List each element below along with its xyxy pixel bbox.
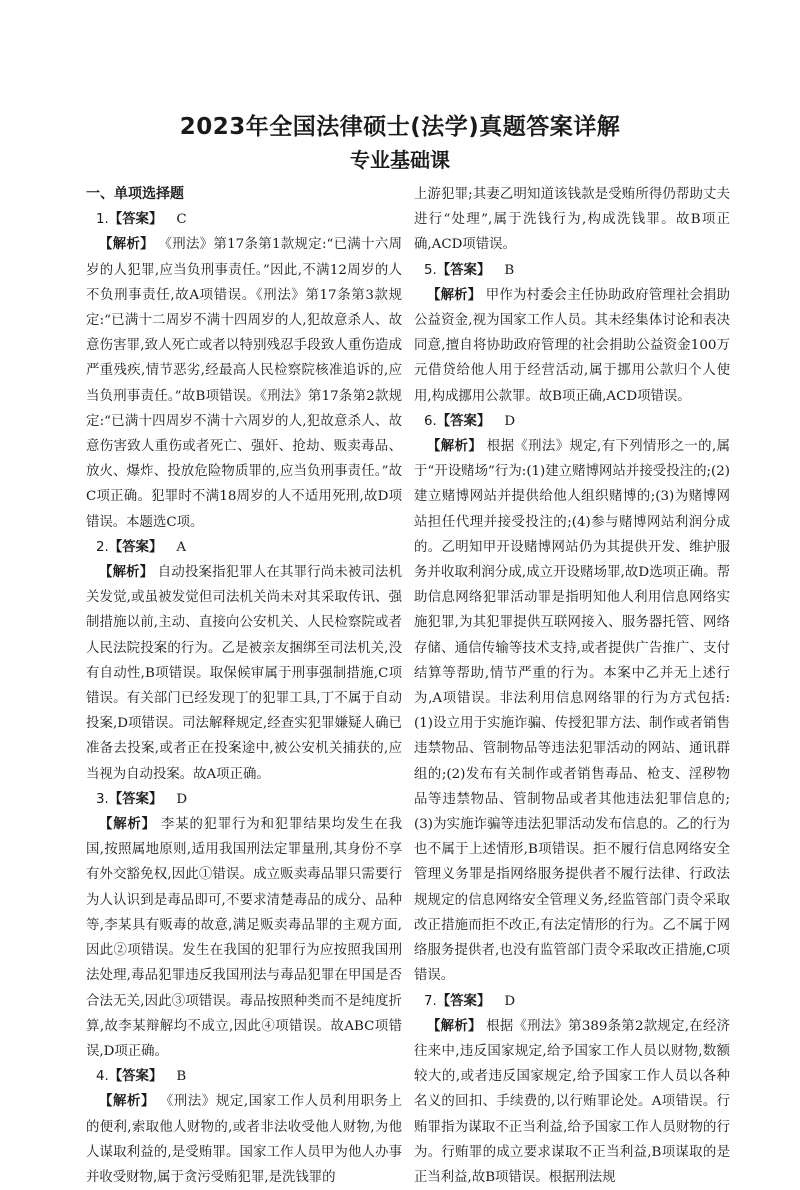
analysis-label: 【解析】: [99, 817, 156, 833]
analysis-text: 根据《刑法》第389条第2款规定,在经济往来中,违反国家规定,给予国家工作人员以财物,数额较大的,或者违反国家规定,给予国家工作人员以各种名义的回扣、手续费的,以行贿罪论处。A项错误。行贿罪指为谋取不正当利益,给予国家工作人员财物的行为。行贿罪的成立要求谋取不正当利益,B项谋取的是正当利益,故B项错误。根据刑法规: [414, 1018, 730, 1185]
section-heading: 一、单项选择题: [86, 186, 184, 202]
answer-value: D: [504, 993, 516, 1009]
analysis-label: 【解析】: [427, 1018, 482, 1034]
answer-value: B: [176, 1069, 187, 1085]
question-number: 2.: [96, 539, 109, 555]
question-number: 1.: [96, 212, 109, 228]
analysis-paragraph-5: [414, 283, 730, 409]
page-title: 2023年全国法律硕士(法学)真题答案详解: [179, 114, 621, 140]
answer-value: C: [176, 212, 187, 228]
answer-value: A: [176, 539, 187, 555]
analysis-paragraph-7: [414, 1014, 730, 1190]
answer-label: 【答案】: [436, 993, 491, 1009]
analysis-paragraph-3: [86, 812, 402, 1064]
answer-line-7: [414, 989, 730, 1014]
analysis-label: 【解析】: [99, 565, 154, 581]
question-number: 7.: [424, 993, 437, 1009]
answer-line-6: [414, 409, 730, 434]
answer-value: B: [504, 262, 515, 278]
analysis-paragraph-6: [414, 434, 730, 988]
answer-line-3: [86, 787, 402, 812]
answer-label: 【答案】: [108, 212, 163, 228]
right-column: [414, 182, 730, 1190]
analysis-continuation-4: 上游犯罪;其妻乙明知道该钱款是受贿所得仍帮助丈夫进行“处理”,属于洗钱行为,构成洗钱罪。故B项正确,ACD项错误。: [414, 187, 730, 253]
answer-value: D: [504, 413, 516, 429]
answer-line-4: [86, 1064, 402, 1089]
analysis-text: 《刑法》规定,国家工作人员利用职务上的便利,索取他人财物的,或者非法收受他人财物,为他人谋取利益的,是受贿罪。国家工作人员甲为他人办事并收受财物,属于贪污受贿犯罪,是洗钱罪的: [86, 1094, 403, 1185]
analysis-paragraph-1: [86, 232, 402, 534]
answer-line-5: [414, 258, 730, 283]
analysis-label: 【解析】: [99, 1094, 155, 1110]
analysis-label: 【解析】: [427, 287, 482, 303]
analysis-text: 李某的犯罪行为和犯罪结果均发生在我国,按照属地原则,适用我国刑法定罪量刑,其身份不享有外交豁免权,因此①错误。成立贩卖毒品罪只需要行为人认识到是毒品即可,不要求清楚毒品的成分、品种等,李某具有贩毒的故意,满足贩卖毒品罪的主观方面,因此②项错误。发生在我国的犯罪行为应按照我国刑法处理,毒品犯罪违反我国刑法与毒品犯罪在甲国是否合法无关,因此③项错误。毒品按照种类而不是纯度折算,故李某辩解均不成立,因此④项错误。故ABC项错误,D项正确。: [86, 817, 402, 1059]
question-number: 6.: [424, 413, 437, 429]
answer-label: 【答案】: [436, 413, 491, 429]
answer-label: 【答案】: [108, 1069, 163, 1085]
answer-line-1: [86, 207, 402, 232]
analysis-text: 甲作为村委会主任协助政府管理社会捐助公益资金,视为国家工作人员。其未经集体讨论和表决同意,擅自将协助政府管理的社会捐助公益资金100万元借贷给他人用于经营活动,属于挪用公款归个人使用,构成挪用公款罪。故B项正确,ACD项错误。: [414, 287, 731, 404]
answer-label: 【答案】: [108, 539, 163, 555]
analysis-paragraph-2: [86, 560, 402, 787]
answer-line-2: [86, 535, 402, 560]
answer-label: 【答案】: [436, 262, 491, 278]
analysis-text: 《刑法》第17条第1款规定:“已满十六周岁的人犯罪,应当负刑事责任。”因此,不满12周岁的人不负刑事责任,故A项错误。《刑法》第17条第3款规定:“已满十二周岁不满十四周岁的人,犯故意杀人、故意伤害罪,致人死亡或者以特别残忍手段致人重伤造成严重残疾,情节恶劣,经最高人民检察院核准追诉的,应当负刑事责任。”故B项错误。《刑法》第17条第2款规定:“已满十四周岁不满十六周岁的人,犯故意杀人、故意伤害致人重伤或者死亡、强奸、抢劫、贩卖毒品、放火、爆炸、投放危险物质罪的,应当负刑事责任。”故C项正确。犯罪时不满18周岁的人不适用死刑,故D项错误。本题选C项。: [86, 237, 402, 530]
left-column: [86, 182, 402, 1190]
answer-label: 【答案】: [108, 791, 163, 807]
page-subtitle: 专业基础课: [350, 148, 450, 172]
answer-value: D: [176, 791, 188, 807]
question-number: 5.: [424, 262, 437, 278]
analysis-label: 【解析】: [427, 439, 483, 455]
question-number: 3.: [96, 791, 109, 807]
question-number: 4.: [96, 1069, 109, 1085]
analysis-text: 自动投案指犯罪人在其罪行尚未被司法机关发觉,或虽被发觉但司法机关尚未对其采取传讯、强制措施以前,主动、直接向公安机关、人民检察院或者人民法院投案的行为。乙是被亲友捆绑至司法机关,没有自动性,B项错误。取保候审属于刑事强制措施,C项错误。有关部门已经发现丁的犯罪工具,丁不属于自动投案,D项错误。司法解释规定,经查实犯罪嫌疑人确已准备去投案,或者正在投案途中,被公安机关捕获的,应当视为自动投案。故A项正确。: [86, 565, 403, 782]
analysis-text: 根据《刑法》规定,有下列情形之一的,属于“开设赌场”行为:(1)建立赌博网站并接受投注的;(2)建立赌博网站并提供给他人组织赌博的;(3)为赌博网站担任代理并接受投注的;(4)参与赌博网站利润分成的。乙明知甲开设赌博网站仍为其提供开发、维护服务并收取利润分成,成立开设赌场罪,故D选项正确。帮助信息网络犯罪活动罪是指明知他人利用信息网络实施犯罪,为其犯罪提供互联网接入、服务器托管、网络存储、通信传输等技术支持,或者提供广告推广、支付结算等帮助,情节严重的行为。本案中乙并无上述行为,A项错误。非法利用信息网络罪的行为方式包括:(1)设立用于实施诈骗、传授犯罪方法、制作或者销售违禁物品、管制物品等违法犯罪活动的网站、通讯群组的;(2)发布有关制作或者销售毒品、枪支、淫秽物品等违禁物品、管制物品或者其他违法犯罪信息的;(3)为实施诈骗等违法犯罪活动发布信息的。乙的行为也不属于上述情形,B项错误。拒不履行信息网络安全管理义务罪是指网络服务提供者不履行法律、行政法规规定的信息网络安全管理义务,经监管部门责令采取改正措施而拒不改正,有法定情形的行为。乙不属于网络服务提供者,也没有监管部门责令采取改正措施,C项错误。: [414, 439, 731, 984]
analysis-paragraph-4: [86, 1089, 402, 1190]
analysis-label: 【解析】: [99, 237, 154, 253]
